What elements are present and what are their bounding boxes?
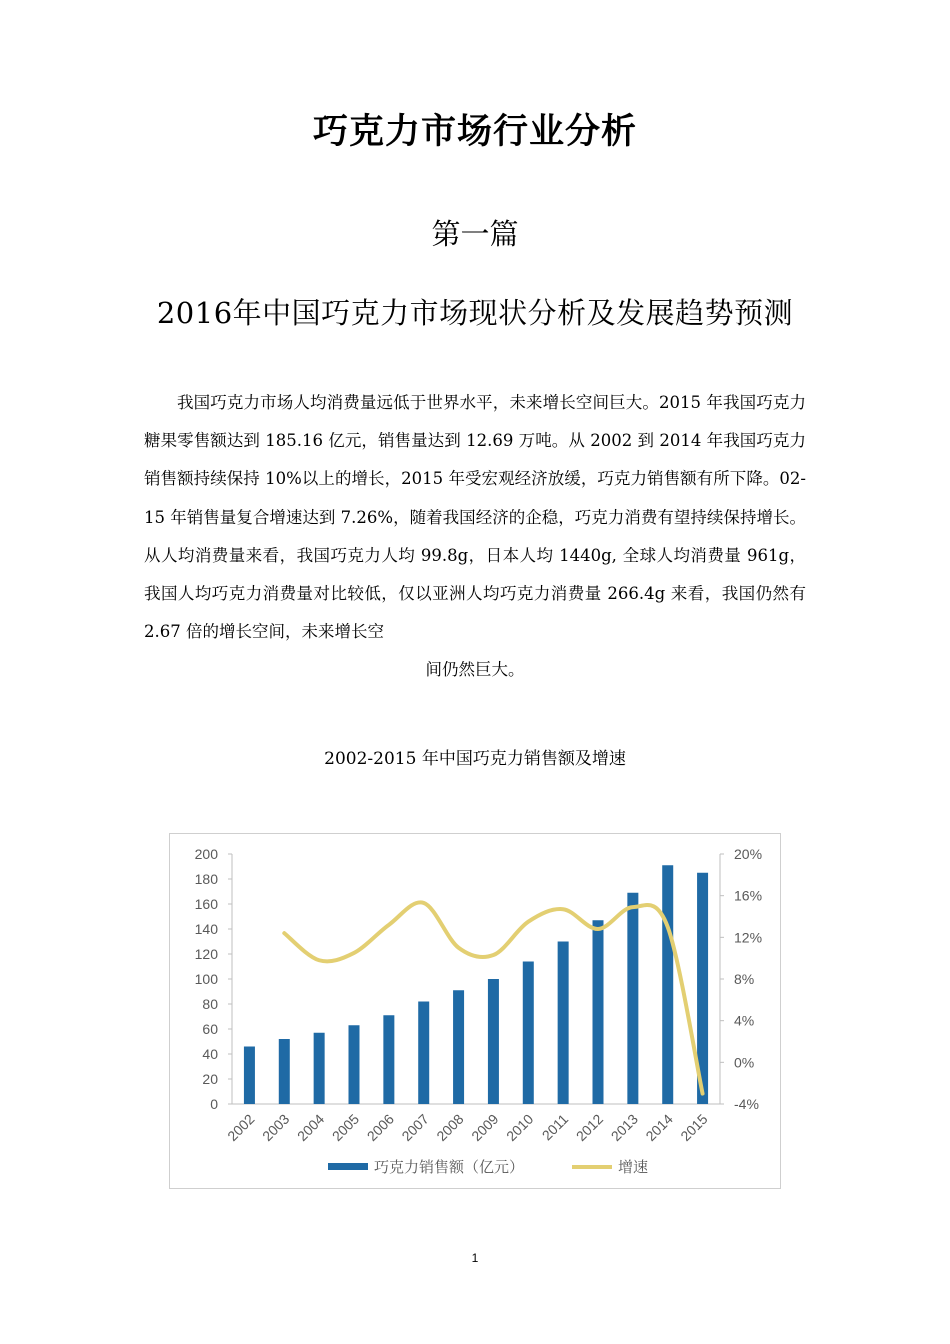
right-tick-label: 12%	[734, 929, 763, 946]
page-title: 巧克力市场行业分析	[312, 112, 637, 152]
bar-2010	[523, 962, 534, 1105]
x-tick-label: 2013	[607, 1110, 641, 1145]
x-tick-label: 2007	[398, 1110, 432, 1145]
right-tick-label: 8%	[734, 971, 755, 987]
sales-chart	[169, 833, 781, 1189]
left-tick-label: 20	[202, 1071, 218, 1087]
left-tick-label: 180	[194, 871, 218, 887]
x-tick-label: 2011	[538, 1110, 572, 1144]
bar-2014	[662, 865, 673, 1104]
right-tick-label: 16%	[734, 887, 763, 904]
left-tick-label: 140	[194, 921, 218, 937]
bar-2003	[279, 1039, 290, 1104]
x-tick-label: 2009	[468, 1110, 502, 1145]
right-tick-label: 20%	[734, 846, 763, 862]
left-tick-label: 200	[194, 846, 218, 862]
body-paragraph	[144, 384, 806, 690]
left-tick-label: 80	[202, 996, 218, 1012]
left-tick-label: 100	[194, 971, 218, 987]
right-tick-label: -4%	[734, 1096, 759, 1112]
chart-svg	[170, 834, 782, 1190]
bar-2012	[593, 920, 604, 1104]
bar-2009	[488, 979, 499, 1104]
chapter-heading: 第一篇	[431, 217, 519, 251]
x-tick-label: 2002	[224, 1110, 258, 1145]
left-tick-label: 160	[194, 896, 218, 912]
paragraph-text: 我国巧克力市场人均消费量远低于世界水平，未来增长空间巨大。2015 年我国巧克力糖果零售额达到 185.16 亿元，销售量达到 12.69 万吨。从 2002 到 2014 年我国巧克力销售额持续保持 10%以上的增长，2015 年受宏观经济放缓，巧克力销售额有所下降。02-15 年销售量复合增速达到 7.26%，随着我国经济的企稳，巧克力消费有望持续保持增长。从人均消费量来看，我国巧克力人均 99.8g，日本人均 1440g, 全球人均消费量 961g，我国人均巧克力消费量对比较低，仅以亚洲人均巧克力消费量 266.4g 来看，我国仍然有 2.67 倍的增长空间，未来增长空	[144, 393, 806, 642]
bar-2013	[627, 893, 638, 1104]
bar-2006	[383, 1015, 394, 1104]
x-tick-label: 2008	[433, 1110, 467, 1145]
x-tick-label: 2006	[363, 1110, 397, 1145]
bar-2005	[349, 1025, 360, 1104]
bar-2007	[418, 1002, 429, 1105]
legend-line-label: 增速	[618, 1159, 649, 1176]
left-tick-label: 40	[202, 1046, 218, 1062]
page-number: 1	[471, 1251, 479, 1265]
right-tick-label: 0%	[734, 1054, 755, 1071]
left-tick-label: 0	[210, 1096, 218, 1112]
legend-bar-swatch	[328, 1163, 368, 1170]
x-tick-label: 2014	[642, 1110, 676, 1145]
x-tick-label: 2012	[572, 1110, 607, 1145]
x-tick-label: 2015	[677, 1110, 711, 1145]
bar-2002	[244, 1047, 255, 1105]
paragraph-last-line: 间仍然巨大。	[425, 660, 525, 680]
section-subtitle: 2016年中国巧克力市场现状分析及发展趋势预测	[156, 296, 794, 330]
left-tick-label: 120	[194, 946, 218, 962]
chart-caption: 2002-2015 年中国巧克力销售额及增速	[324, 749, 626, 769]
left-tick-label: 60	[202, 1021, 218, 1037]
bar-2008	[453, 990, 464, 1104]
bar-2004	[314, 1033, 325, 1104]
right-tick-label: 4%	[734, 1012, 755, 1029]
x-tick-label: 2003	[259, 1110, 293, 1145]
legend-bar-label: 巧克力销售额（亿元）	[374, 1159, 525, 1176]
x-tick-label: 2010	[503, 1110, 537, 1145]
x-tick-label: 2005	[328, 1110, 363, 1145]
bar-2011	[558, 942, 569, 1105]
x-tick-label: 2004	[293, 1110, 328, 1145]
